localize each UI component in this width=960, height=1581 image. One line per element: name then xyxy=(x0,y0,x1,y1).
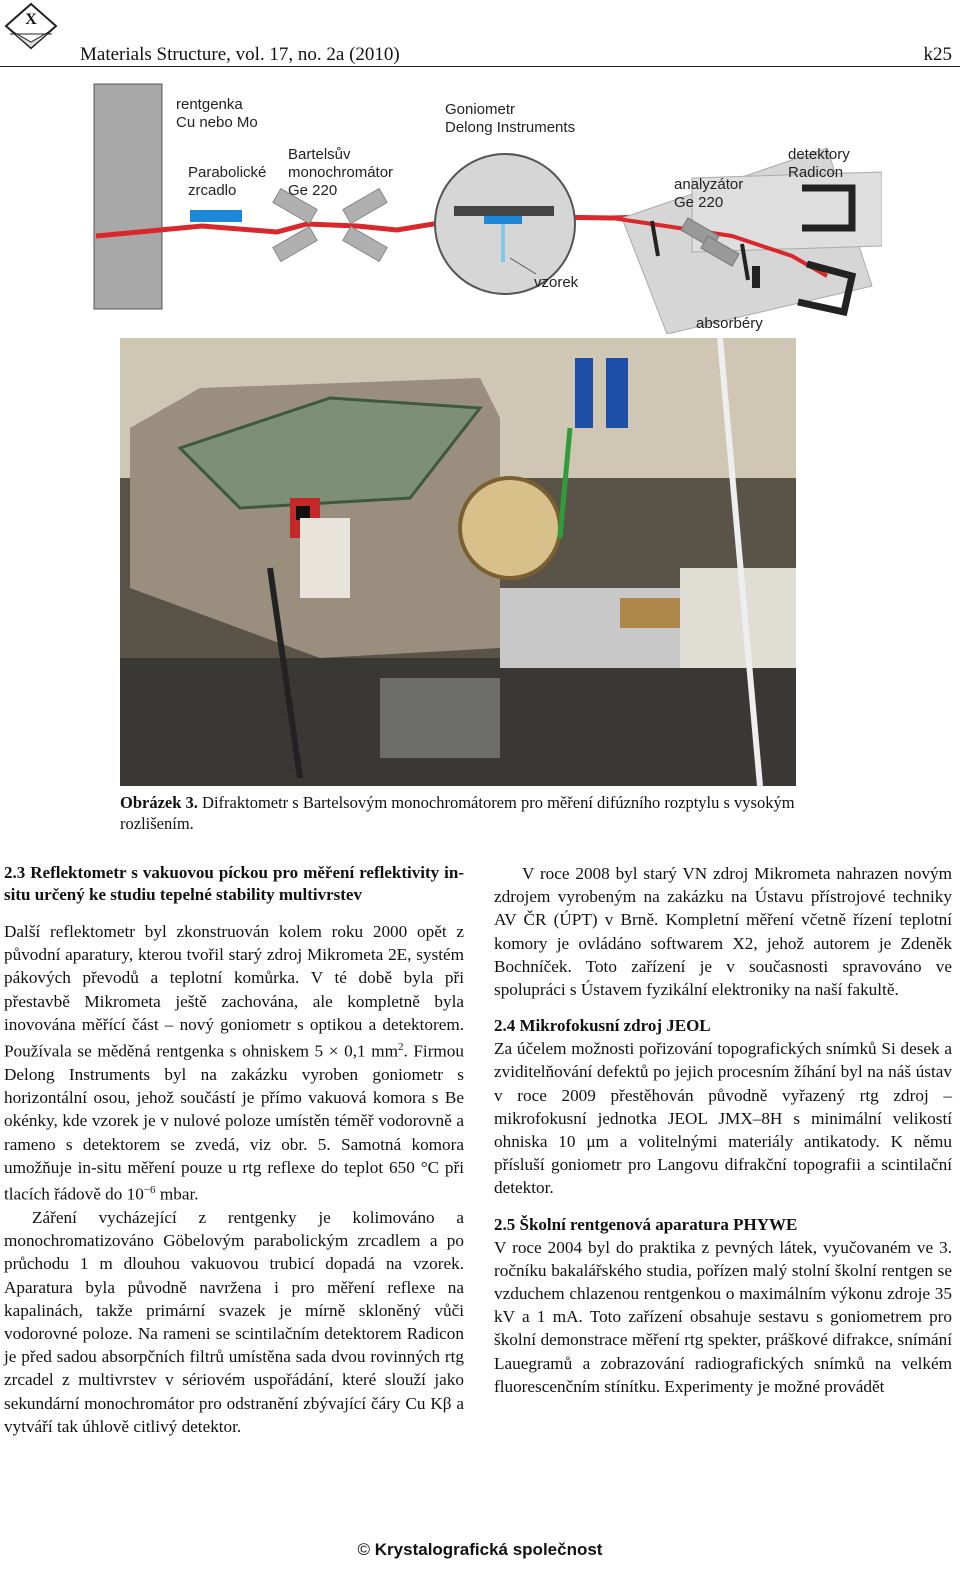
label-goniometer-2: Delong Instruments xyxy=(445,119,576,136)
logo-letter: X xyxy=(25,11,37,28)
footer-text: Krystalografická společnost xyxy=(370,1540,603,1559)
diffractometer-photo xyxy=(120,338,796,786)
right-column xyxy=(494,862,952,1398)
paragraph-2-3-c: V roce 2008 byl starý VN zdroj Mikrometa nahrazen novým zdrojem vyrobeným na zakázku na Ústavu přístrojové techniky AV ČR (ÚPT) v Brně. Kompletní měření včetně řízení teplotní komory je ovládáno softwarem X2, jehož autorem je Zdeněk Bochníček. Toto zařízení je v současnosti spravováno ve spolupráci s Ústavem fyzikální elektroniky na naší fakultě. xyxy=(494,864,952,1000)
sample xyxy=(484,216,522,224)
label-absorbers: absorbéry xyxy=(696,315,763,332)
header-rule xyxy=(0,66,960,67)
sample-holder xyxy=(454,206,554,216)
superscript-exponent: −6 xyxy=(143,1183,156,1196)
label-bartels-2: monochromátor xyxy=(288,164,394,181)
section-heading-2-5: 2.5 Školní rentgenová aparatura PHYWE xyxy=(494,1214,798,1234)
page-number: k25 xyxy=(923,44,952,65)
paragraph-2-3-b: Záření vycházející z rentgenky je kolimováno a monochromatizováno Göbelovým parabolickým zrcadlem a po průchodu 1 m dlouhou vakuovou trubicí dopadá na vzorek. Aparatura byla původně navržena i pro měření reflexe na kapalinách, takže primární svazek je mírně skloněný vůči vodorovné poloze. Na rameni se scintilačním detektorem Radicon je před sadou absorpčních filtrů umístěna sada dvou rovinných rtg zrcadel z multivrstev v sériovém uspořádání, které slouží jako sekundární monochromátor pro odstranění zbývající čáry Cu Kβ a vytváří tak úhlově citlivý detektor. xyxy=(4,1207,464,1436)
society-logo xyxy=(4,2,58,50)
xray-tube xyxy=(94,84,162,309)
label-bartels-3: Ge 220 xyxy=(288,182,338,199)
paragraph-2-5: V roce 2004 byl do praktika z pevných látek, vyučovaném ve 3. ročníku bakalářského studia, pořízen malý stolní školní rentgen se vzduchem chlazenou rentgenkou o maximálním výkonu zdroje 35 kV a 1 mA. Toto zařízení obsahuje sestavu s goniometrem pro školní demonstrace měření rtg spekter, práškové difrakce, snímání Lauegramů a zobrazování radiografických snímků na velkém fluorescenčním stínítku. Experimenty je možné provádět xyxy=(494,1237,952,1396)
superscript-mm2: 2 xyxy=(397,1041,404,1054)
goniometer-disk xyxy=(460,478,560,578)
label-analyzer: analyzátor xyxy=(674,176,744,193)
label-parabolic: Parabolické xyxy=(188,164,267,181)
figure-caption xyxy=(120,792,800,834)
label-detectors: detektory xyxy=(788,146,850,163)
left-column xyxy=(4,862,464,1438)
paragraph-2-4: Za účelem možnosti pořizování topografických snímků Si desek a zviditelňování defektů po jejich procesním žíhání byl na náš ústav v roce 2009 přestěhován původně vyřazený rtg zdroj – mikrofokusní jednotka JEOL JMX–8H s minimální velikostí ohniska 10 μm a volitelnými materiály antikatody. K němu přísluší goniometr pro Langovu difrakční topografii a scintilační detektor. xyxy=(494,1039,952,1198)
parabolic-mirror xyxy=(190,210,242,222)
label-analyzer-2: Ge 220 xyxy=(674,194,724,211)
section-heading-2-3: 2.3 Reflektometr s vakuovou píckou pro měření reflektivity in-situ určený ke studiu tepelné stability multivrstev xyxy=(4,863,464,904)
label-bartels: Bartelsův xyxy=(288,146,351,163)
paragraph-2-3-a: Další reflektometr byl zkonstruován kolem roku 2000 opět z původní aparatury, kterou tvořil starý zdroj Mikrometa 2E, systém pákových převodů a teplotní komůrka. V té době byla při přestavbě Mikrometa ještě zachována, ale kompletně byla inovována měřící část – nový goniometr s optikou a detektorem. Používala se měděná rentgenka s ohniskem 5 × 0,1 $mm^2$. Firmou Delong Instruments byl na zakázku vyroben goniometr s horizontální osou, jehož součástí je přímo vakuová komora s Be okénky, kde vzorek je v nulové poloze umístěn téměř vodorovně a rameno s detektorem se zvedá, viz obr. 5. Samotná komora umožňuje in-situ měření pouze u rtg reflexe do teplot 650 °C při tlacích řádově do $10^{-6}$ mbar. xyxy=(4,922,464,1204)
label-goniometer: Goniometr xyxy=(445,101,516,118)
label-xray-tube: rentgenka xyxy=(176,96,243,113)
caption-text: Difraktometr s Bartelsovým monochromátorem pro měření difúzního rozptylu s vysokým rozlišením. xyxy=(120,793,795,833)
blue-valve-1 xyxy=(575,358,593,428)
absorber xyxy=(752,266,760,288)
label-sample: vzorek xyxy=(534,274,579,291)
footer xyxy=(0,1540,960,1560)
label-xray-tube-2: Cu nebo Mo xyxy=(176,114,258,131)
caption-label: Obrázek 3. xyxy=(120,793,198,812)
copyright-icon: © xyxy=(357,1540,371,1559)
journal-title: Materials Structure, vol. 17, no. 2a (2010) xyxy=(80,44,400,65)
label-detectors-2: Radicon xyxy=(788,164,844,181)
blue-valve-2 xyxy=(606,358,628,428)
diffractometer-schematic xyxy=(92,76,882,334)
section-heading-2-4: 2.4 Mikrofokusní zdroj JEOL xyxy=(494,1016,711,1036)
label-parabolic-2: zrcadlo xyxy=(188,182,237,199)
